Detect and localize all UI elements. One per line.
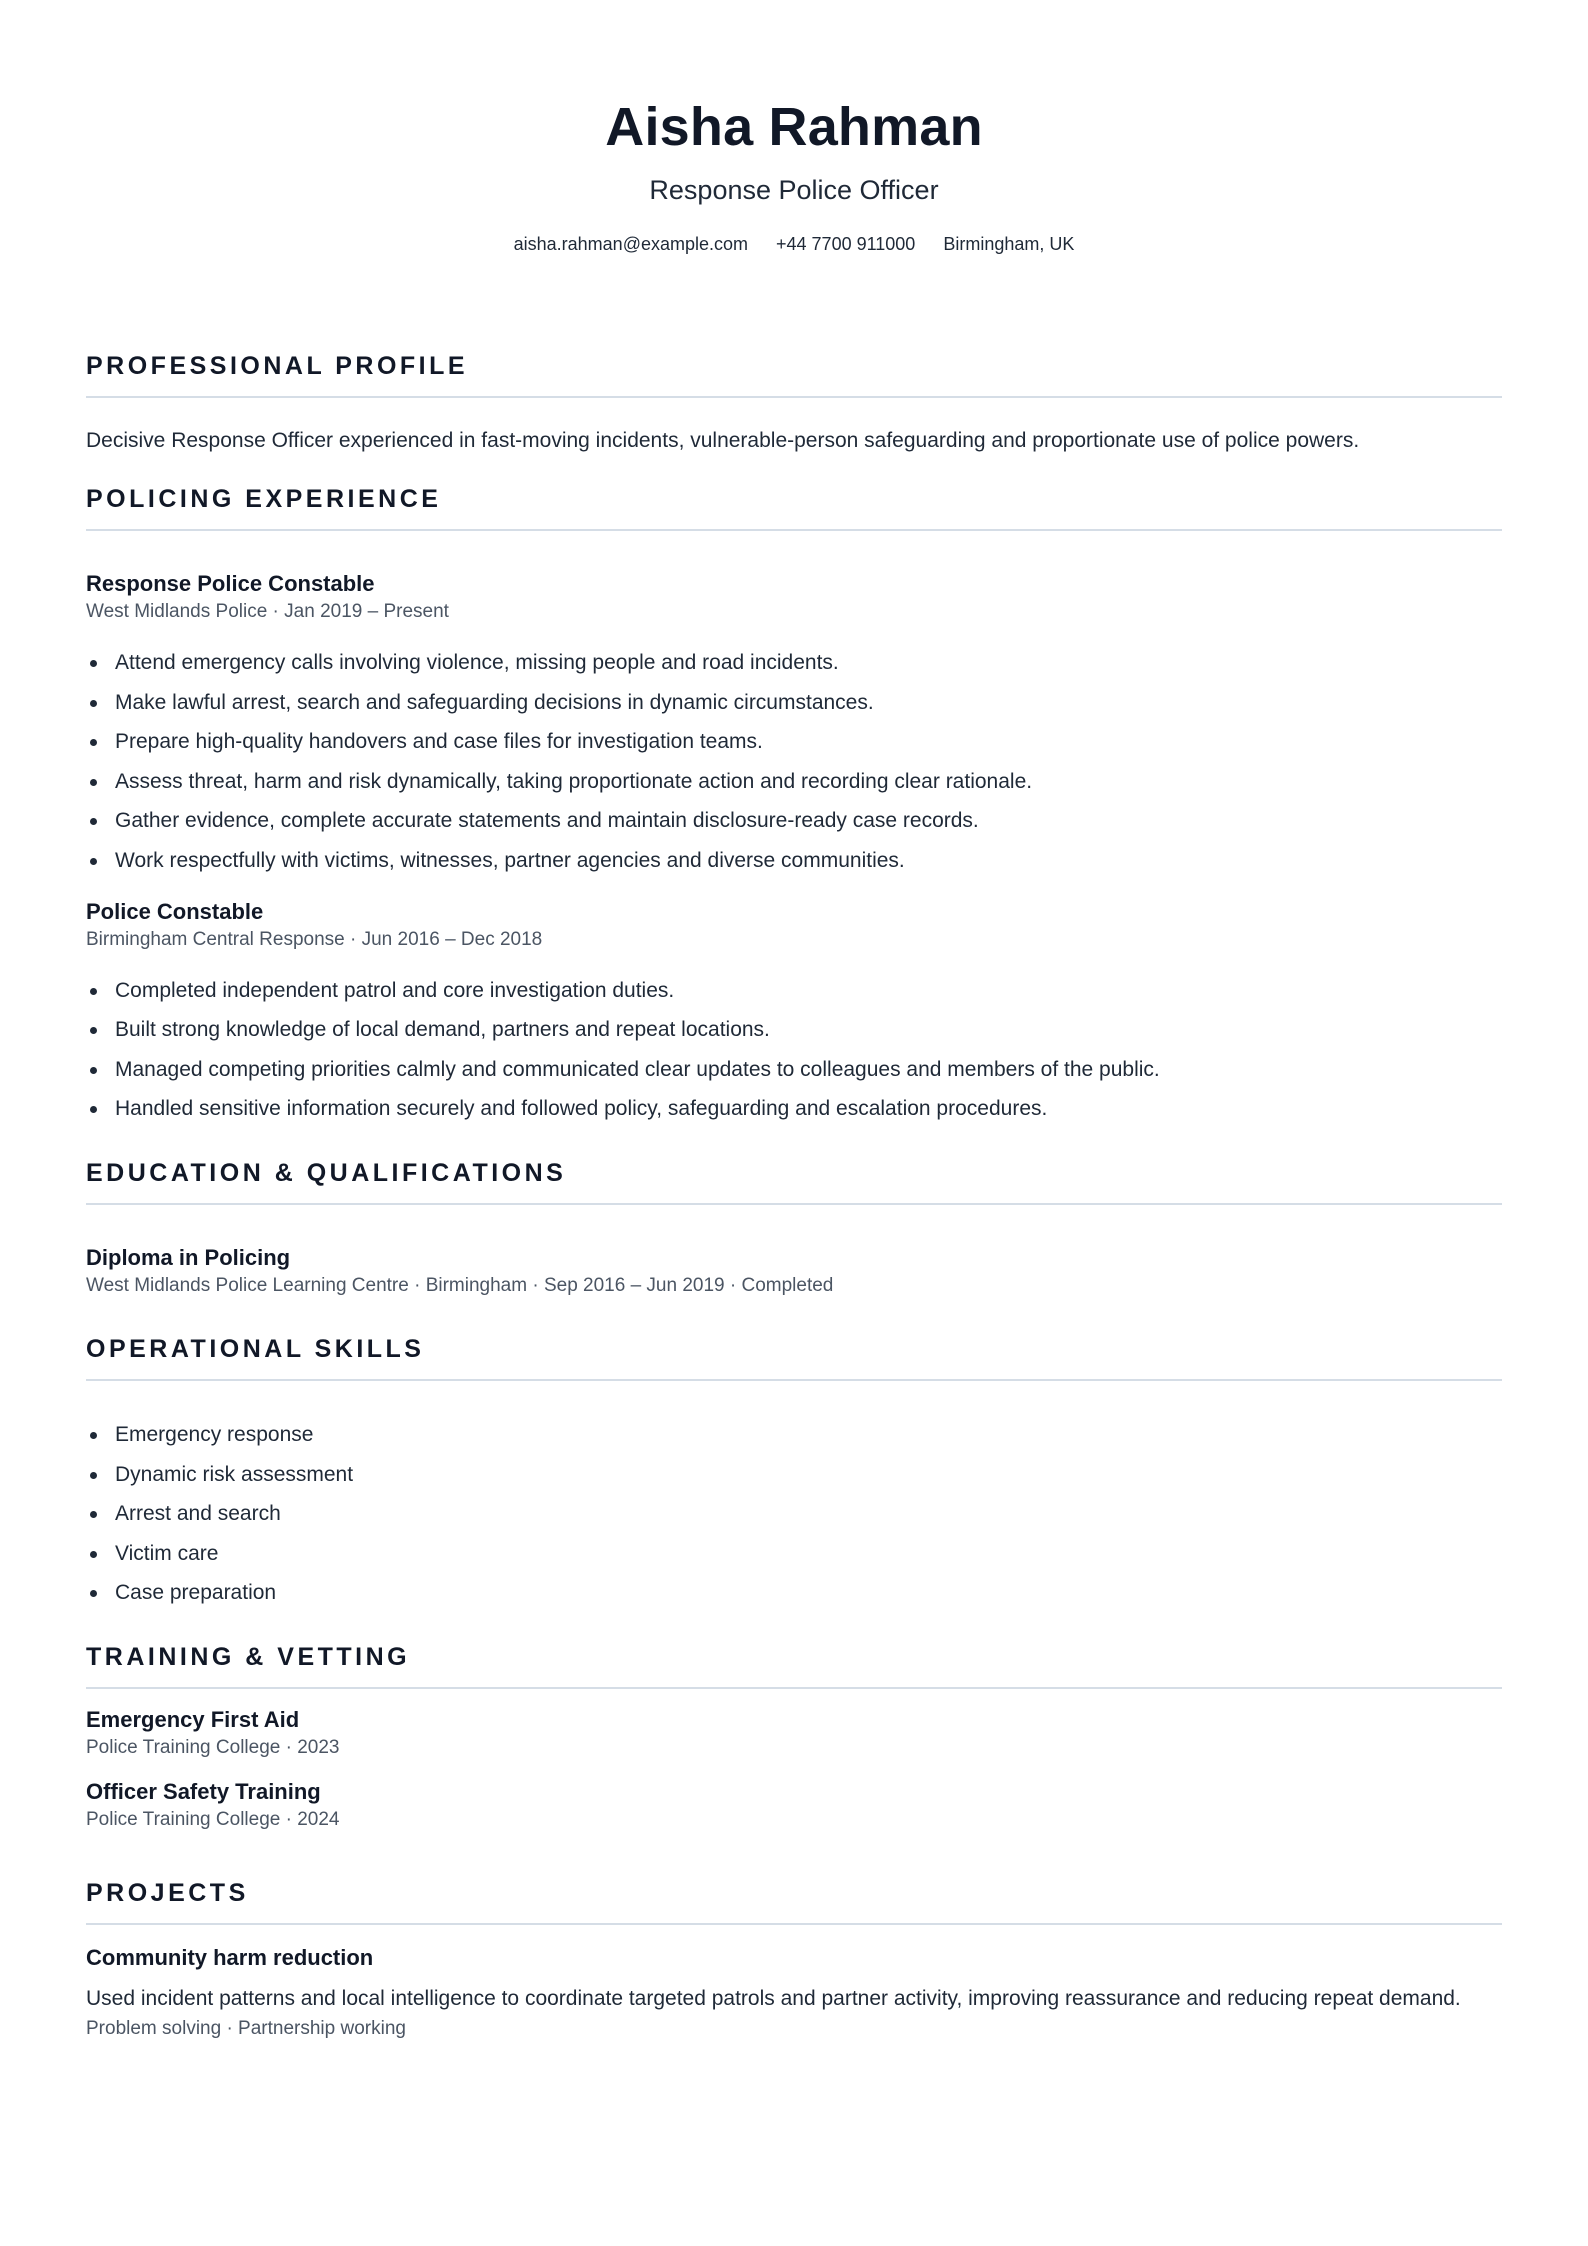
qualification-title: Diploma in Policing xyxy=(86,1244,291,1270)
list-item: Arrest and search xyxy=(86,1494,1502,1534)
list-item: Gather evidence, complete accurate statements and maintain disclosure-ready case records. xyxy=(86,801,1502,841)
job-title: Police Constable xyxy=(86,898,264,924)
list-item: Prepare high-quality handovers and case files for investigation teams. xyxy=(86,722,1502,762)
section-title-training: TRAINING & VETTING xyxy=(86,1641,1502,1689)
training-meta: Police Training College · 2023 xyxy=(86,1736,340,1758)
job-meta: West Midlands Police · Jan 2019 – Present xyxy=(86,601,449,622)
contact-email: aisha.rahman@example.com xyxy=(513,234,749,254)
section-title-projects: PROJECTS xyxy=(86,1877,1502,1925)
skills-section xyxy=(86,1333,1502,1613)
list-item: Emergency response xyxy=(86,1415,1502,1455)
section-title-education: EDUCATION & QUALIFICATIONS xyxy=(86,1157,1502,1205)
job-meta: Birmingham Central Response · Jun 2016 – Dec 2018 xyxy=(86,928,543,950)
project-tags: Problem solving · Partnership working xyxy=(86,2017,406,2039)
projects-section xyxy=(86,1877,1502,2042)
training-section xyxy=(86,1641,1502,1833)
job-bullets xyxy=(86,971,1502,1129)
training-meta: Police Training College · 2024 xyxy=(86,1808,340,1830)
list-item: Managed competing priorities calmly and communicated clear updates to colleagues and members of the public. xyxy=(86,1050,1502,1090)
contact-details xyxy=(86,232,1502,256)
contact-location: Birmingham, UK xyxy=(943,234,1075,254)
project-entry xyxy=(86,1943,1502,2042)
list-item: Built strong knowledge of local demand, partners and repeat locations. xyxy=(86,1010,1502,1050)
project-description: Used incident patterns and local intelligence to coordinate targeted patrols and partner activity, improving reassurance and reducing repeat demand. xyxy=(86,1986,1461,2010)
training-entry xyxy=(86,1777,1502,1833)
experience-entry xyxy=(86,897,1502,1129)
candidate-name: Aisha Rahman xyxy=(605,97,983,157)
qualification-meta: West Midlands Police Learning Centre · Birmingham · Sep 2016 – Jun 2019 · Completed xyxy=(86,1274,834,1296)
section-title-experience: POLICING EXPERIENCE xyxy=(86,483,1502,531)
list-item: Victim care xyxy=(86,1534,1502,1574)
list-item: Handled sensitive information securely and followed policy, safeguarding and escalation procedures. xyxy=(86,1089,1502,1129)
training-title: Officer Safety Training xyxy=(86,1778,321,1804)
training-entry xyxy=(86,1705,1502,1761)
job-title: Response Police Constable xyxy=(86,571,375,596)
experience-section xyxy=(86,483,1502,1129)
education-section xyxy=(86,1157,1502,1299)
education-entry xyxy=(86,1243,1502,1299)
section-title-profile: PROFESSIONAL PROFILE xyxy=(86,350,1502,398)
list-item: Attend emergency calls involving violence, missing people and road incidents. xyxy=(86,643,1502,683)
training-title: Emergency First Aid xyxy=(86,1706,300,1732)
list-item: Completed independent patrol and core investigation duties. xyxy=(86,971,1502,1011)
experience-entry xyxy=(86,569,1502,881)
project-title: Community harm reduction xyxy=(86,1944,374,1970)
profile-section xyxy=(86,350,1502,455)
profile-summary: Decisive Response Officer experienced in fast-moving incidents, vulnerable-person safeguarding and proportionate use of police powers. xyxy=(86,429,1360,452)
resume-header xyxy=(86,0,1502,256)
skills-list xyxy=(86,1415,1502,1613)
candidate-role: Response Police Officer xyxy=(649,175,939,205)
section-title-skills: OPERATIONAL SKILLS xyxy=(86,1333,1502,1381)
list-item: Dynamic risk assessment xyxy=(86,1455,1502,1495)
job-bullets xyxy=(86,643,1502,881)
contact-phone: +44 7700 911000 xyxy=(776,234,916,254)
list-item: Make lawful arrest, search and safeguarding decisions in dynamic circumstances. xyxy=(86,683,1502,723)
list-item: Case preparation xyxy=(86,1573,1502,1613)
list-item: Assess threat, harm and risk dynamically, taking proportionate action and recording clear rationale. xyxy=(86,762,1502,802)
list-item: Work respectfully with victims, witnesses, partner agencies and diverse communities. xyxy=(86,841,1502,881)
